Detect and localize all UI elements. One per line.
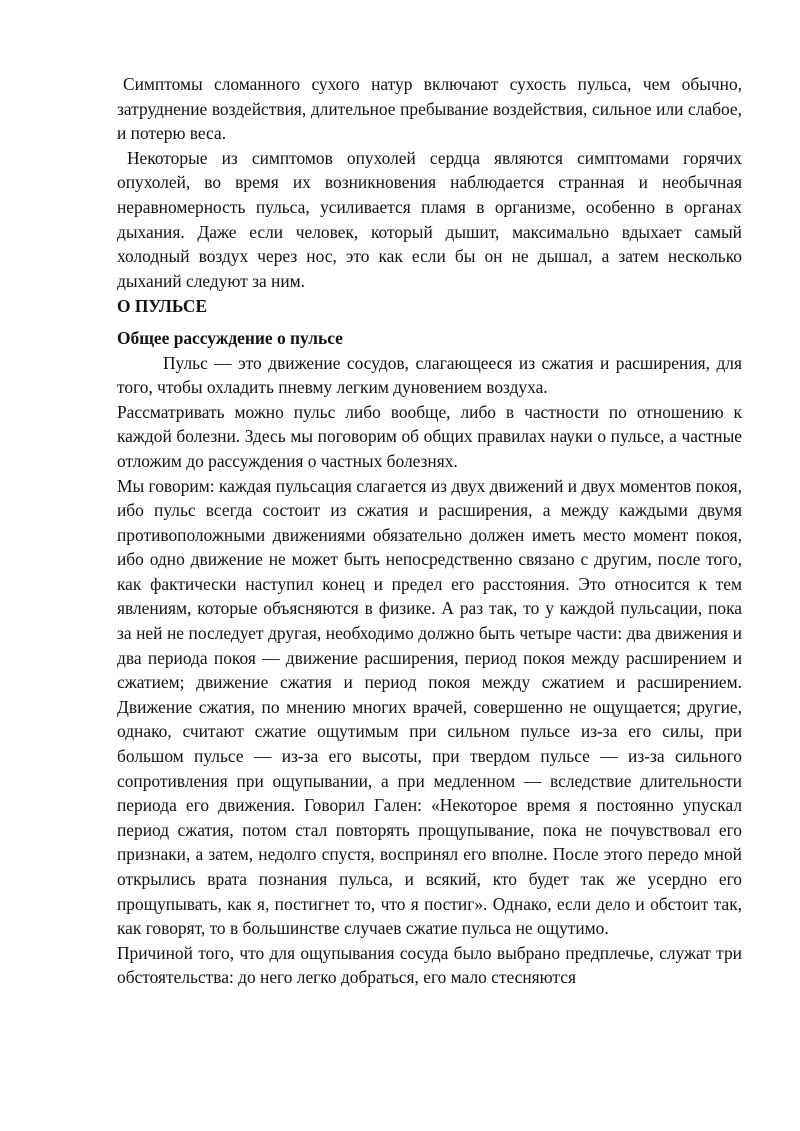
paragraph-dry-nature-symptoms: Симптомы сломанного сухого натур включают сухость пульса, чем обычно, затруднение воздействия, длительное пребывание воздействия, сильное или слабое, и потерю веса. <box>117 74 742 144</box>
section-heading: О ПУЛЬСЕ <box>117 296 208 317</box>
paragraph-heart-tumor-symptoms: Некоторые из симптомов опухолей сердца являются симптомами горячих опухолей, во время их возникновения наблюдается странная и необычная неравномерность пульса, усиливается пламя в организме, особенно в органах дыхания. Даже если человек, который дышит, максимально вдыхает самый холодный воздух через нос, это как если бы он не дышал, а затем несколько дыханий следуют за ним. <box>117 147 742 291</box>
subsection-heading: Общее рассуждение о пульсе <box>117 327 343 348</box>
paragraph-pulse-definition: Пульс — это движение сосудов, слагающееся из сжатия и расширения, для того, чтобы охладить пневму легким дуновением воздуха. <box>117 352 742 398</box>
paragraph-pulse-general-particular: Рассматривать можно пульс либо вообще, либо в частности по отношению к каждой болезни. Здесь мы поговорим об общих правилах науки о пульсе, а частные отложим до рассуждения о частных болезнях. <box>117 401 742 471</box>
paragraph-forearm-reasons: Причиной того, что для ощупывания сосуда было выбрано предплечье, служат три обстоятельства: до него легко добраться, его мало стесняются <box>117 942 742 988</box>
paragraph-pulse-movements: Мы говорим: каждая пульсация слагается из двух движений и двух моментов покоя, ибо пульс всегда состоит из сжатия и расширения, а между каждыми двумя противоположными движениями обязательно должен иметь место момент покоя, ибо одно движение не может быть непосредственно связано с другим, после того, как фактически наступил конец и предел его расстояния. Это относится к тем явлениям, которые объясняются в физике. А раз так, то у каждой пульсации, пока за ней не последует другая, необходимо должно быть четыре части: два движения и два периода покоя — движение расширения, период покоя между расширением и сжатием; движение сжатия и период покоя между сжатием и расширением. Движение сжатия, по мнению многих врачей, совершенно не ощущается; другие, однако, считают сжатие ощутимым при сильном пульсе из-за его силы, при большом пульсе — из-за его высоты, при твердом пульсе — из-за сильного сопротивления при ощупывании, а при медленном — вследствие длительности периода его движения. Говорил Гален: «Некоторое время я постоянно упускал период сжатия, потом стал повторять прощупывание, пока не почувствовал его признаки, а затем, недолго спустя, воспринял его вполне. После этого передо мной открылись врата познания пульса, и всякий, кто будет так же усердно его прощупывать, как я, постигнет то, что я постиг». Однако, если дело и обстоит так, как говорят, то в большинстве случаев сжатие пульса не ощутимо. <box>117 475 742 939</box>
document-page <box>117 72 742 990</box>
